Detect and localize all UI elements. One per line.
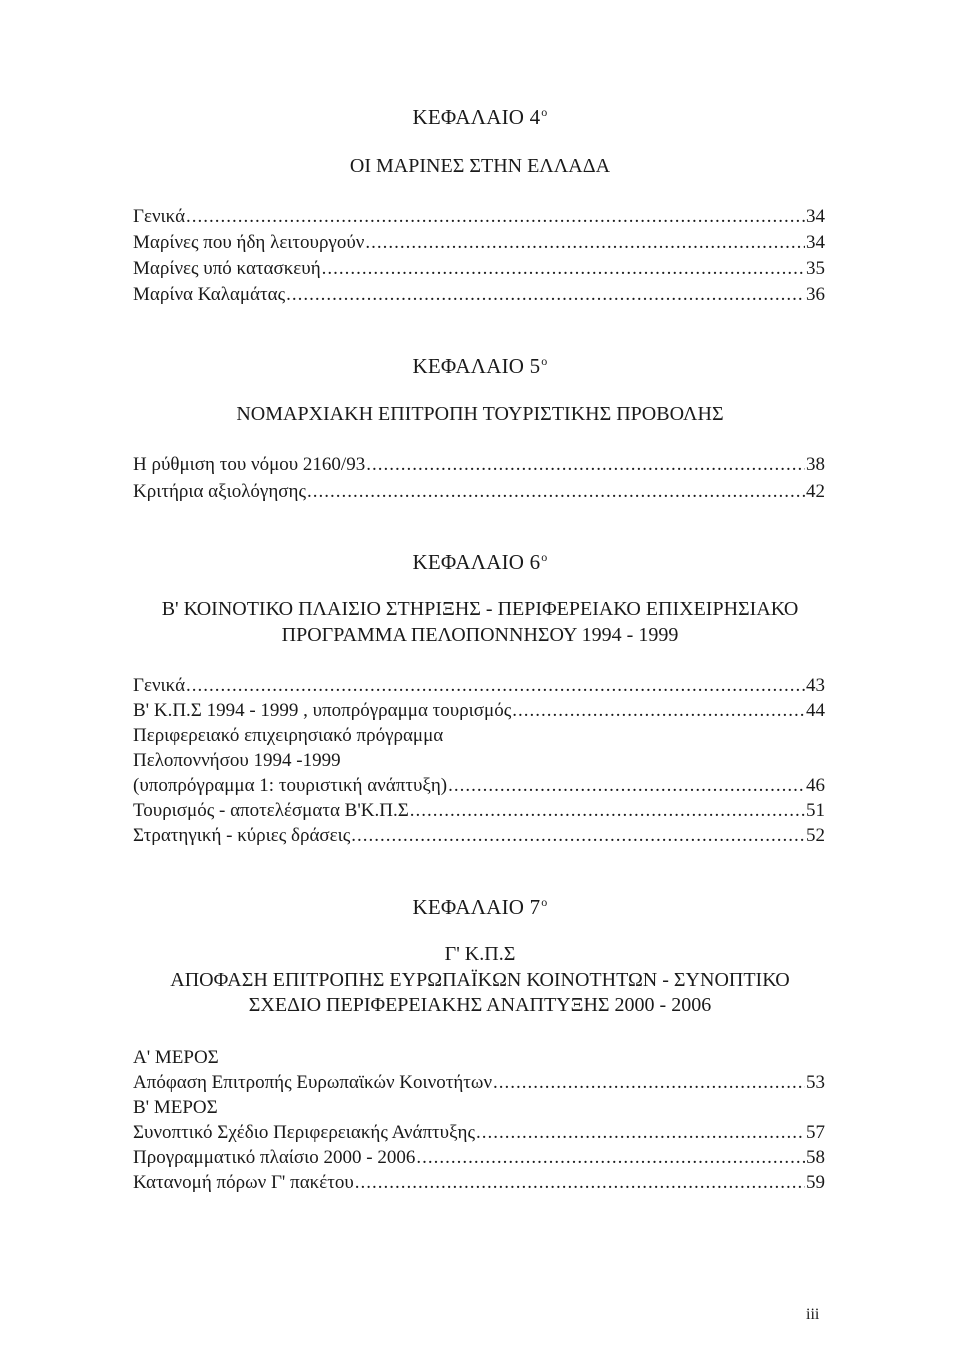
dot-leader (351, 823, 805, 849)
chapter-6-heading-line-2: ΠΡΟΓΡΑΜΜΑ ΠΕΛΟΠΟΝΝΗΣΟΥ 1994 - 1999 (281, 624, 679, 646)
part-a-label: Α' ΜΕΡΟΣ (133, 1047, 219, 1068)
chapter-6-heading-line-1: Β' ΚΟΙΝΟΤΙΚΟ ΠΛΑΙΣΙΟ ΣΤΗΡΙΞΗΣ - ΠΕΡΙΦΕΡΕΙΑΚΟ ΕΠΙΧΕΙΡΗΣΙΑΚΟ (161, 598, 799, 620)
toc-entry[interactable]: Μαρίνα Καλαμάτας ..... 36 (133, 282, 825, 308)
toc-entry[interactable]: Μαρίνες υπό κατασκευή ..... 35 (133, 256, 825, 282)
toc-entry[interactable]: Συνοπτικό Σχέδιο Περιφερειακής Ανάπτυξης ..... 57 (133, 1120, 825, 1146)
dot-leader (448, 773, 805, 799)
chapter-4-heading: ΟΙ ΜΑΡΙΝΕΣ ΣΤΗΝ ΕΛΛΑΔΑ (349, 155, 611, 177)
toc-entry[interactable]: Μαρίνες που ήδη λειτουργούν ..... 34 (133, 230, 825, 256)
dot-leader (186, 673, 805, 699)
toc-entry[interactable]: Προγραμματικό πλαίσιο 2000 - 2006 ..... 58 (133, 1145, 825, 1171)
chapter-7-heading-line-1: ΑΠΟΦΑΣΗ ΕΠΙΤΡΟΠΗΣ ΕΥΡΩΠΑΪΚΩΝ ΚΟΙΝΟΤΗΤΩΝ - ΣΥΝΟΠΤΙΚΟ (170, 969, 790, 991)
dot-leader (307, 479, 805, 505)
page-number: iii (806, 1306, 820, 1323)
chapter-5-heading: ΝΟΜΑΡΧΙΑΚΗ ΕΠΙΤΡΟΠΗ ΤΟΥΡΙΣΤΙΚΗΣ ΠΡΟΒΟΛΗΣ (236, 403, 724, 425)
chapter-7-subtitle: Γ' Κ.Π.Σ (444, 943, 516, 965)
part-b-label: Β' ΜΕΡΟΣ (133, 1097, 218, 1118)
toc-entry[interactable]: Γενικά ..... 34 (133, 204, 825, 230)
chapter-5-title: ΚΕΦΑΛΑΙΟ $5^o$ (412, 354, 548, 378)
chapter-6-title: ΚΕΦΑΛΑΙΟ $6^o$ (412, 550, 548, 574)
toc-entry[interactable]: Στρατηγική - κύριες δράσεις ..... 52 (133, 823, 825, 849)
dot-leader (416, 1145, 805, 1171)
dot-leader (186, 204, 805, 230)
dot-leader (322, 256, 805, 282)
dot-leader (410, 798, 805, 824)
toc-entry[interactable]: Τουρισμός - αποτελέσματα Β'Κ.Π.Σ ..... 51 (133, 798, 825, 824)
dot-leader (366, 452, 805, 478)
chapter-4-title: ΚΕΦΑΛΑΙΟ $4^o$ (412, 105, 548, 129)
dot-leader (512, 698, 805, 724)
dot-leader (355, 1170, 805, 1196)
dot-leader (476, 1120, 805, 1146)
toc-entry[interactable]: (υποπρόγραμμα 1: τουριστική ανάπτυξη) ..... 46 (133, 773, 825, 799)
toc-entry[interactable]: Β' Κ.Π.Σ 1994 - 1999 , υποπρόγραμμα τουρισμός ..... 44 (133, 698, 825, 724)
toc-entry-line: Περιφερειακό επιχειρησιακό πρόγραμμα (133, 725, 444, 746)
dot-leader (286, 282, 805, 308)
dot-leader (493, 1070, 805, 1096)
toc-entry[interactable]: Κριτήρια αξιολόγησης ..... 42 (133, 479, 825, 505)
chapter-7-heading-line-2: ΣΧΕΔΙΟ ΠΕΡΙΦΕΡΕΙΑΚΗΣ ΑΝΑΠΤΥΞΗΣ 2000 - 2006 (248, 994, 712, 1016)
toc-entry[interactable]: Γενικά ..... 43 (133, 673, 825, 699)
dot-leader (365, 230, 805, 256)
toc-entry[interactable]: Η ρύθμιση του νόμου 2160/93 ..... 38 (133, 452, 825, 478)
toc-entry-line: Πελοποννήσου 1994 -1999 (133, 750, 341, 771)
toc-entry[interactable]: Κατανομή πόρων Γ' πακέτου ..... 59 (133, 1170, 825, 1196)
chapter-7-title: ΚΕΦΑΛΑΙΟ $7^o$ (412, 895, 548, 919)
toc-entry[interactable]: Απόφαση Επιτροπής Ευρωπαϊκών Κοινοτήτων ..... 53 (133, 1070, 825, 1096)
